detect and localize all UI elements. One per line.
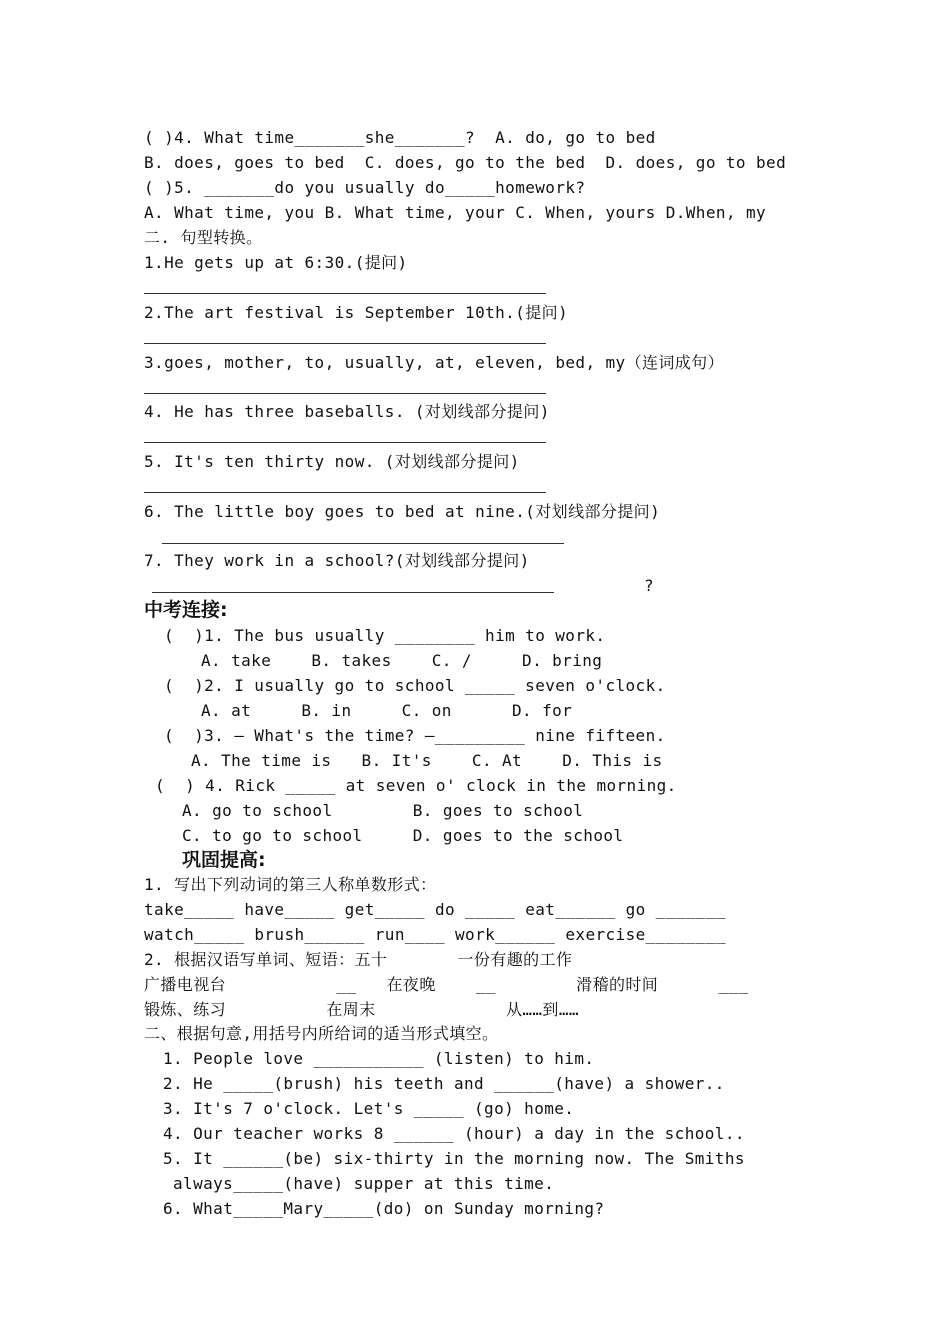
answer-line-4 [144,442,546,443]
choice-q5: ( )5. _______do you usually do_____homework? [144,178,586,197]
transform-item-7: 7. They work in a school?(对划线部分提问) [144,551,530,570]
consolidate-title: 巩固提高: [182,849,266,871]
task3-item-3: 3. It's 7 o'clock. Let's _____ (go) home. [163,1099,575,1118]
task3-item-2: 2. He _____(brush) his teeth and ______(have) a shower.. [163,1074,725,1093]
answer-line-3 [144,393,546,394]
task3-item-5-continued: always_____(have) supper at this time. [173,1174,555,1193]
transform-item-4: 4. He has three baseballs. (对划线部分提问) [144,402,550,421]
zhongkao-q4: ( ) 4. Rick _____ at seven o' clock in the morning. [155,776,677,795]
choice-q4-options: B. does, goes to bed C. does, go to the bed D. does, go to bed [144,153,787,172]
answer-line-7 [152,592,554,593]
choice-q4: ( )4. What time_______she_______? A. do, go to bed [144,128,656,147]
transform-item-5: 5. It's ten thirty now. (对划线部分提问) [144,452,520,471]
task3-instruction: 二、根据句意,用括号内所给词的适当形式填空。 [144,1024,499,1043]
task2-instruction: 2. 根据汉语写单词、短语：五十 一份有趣的工作 [144,950,573,969]
question-mark: ? [644,576,654,595]
zhongkao-q4-options-2: C. to go to school D. goes to the school [182,826,624,845]
answer-line-1 [144,293,546,294]
transform-item-2: 2.The art festival is September 10th.(提问) [144,303,569,322]
choice-q5-options: A. What time, you B. What time, your C. When, yours D.When, my [144,203,767,222]
task3-item-5: 5. It ______(be) six-thirty in the morning now. The Smiths [163,1149,745,1168]
transform-item-3: 3.goes, mother, to, usually, at, eleven, bed, my（连词成句） [144,353,724,372]
transform-item-1: 1.He gets up at 6:30.(提问) [144,253,408,272]
zhongkao-q2: ( )2. I usually go to school _____ seven o'clock. [164,676,666,695]
task3-item-4: 4. Our teacher works 8 ______ (hour) a day in the school.. [163,1124,745,1143]
transform-title: 二. 句型转换。 [144,228,263,247]
task1-row-1: take_____ have_____ get_____ do _____ eat______ go _______ [144,900,726,919]
task3-item-6: 6. What_____Mary_____(do) on Sunday morning? [163,1199,605,1218]
zhongkao-title: 中考连接: [144,599,228,621]
answer-line-5 [144,492,546,493]
task1-instruction: 1. 写出下列动词的第三人称单数形式： [144,875,437,894]
task2-row-2: 锻炼、练习 在周末 从……到…… [144,1000,579,1019]
zhongkao-q2-options: A. at B. in C. on D. for [201,701,573,720]
task3-item-1: 1. People love ___________ (listen) to him. [163,1049,595,1068]
zhongkao-q1-options: A. take B. takes C. / D. bring [201,651,603,670]
answer-line-2 [144,343,546,344]
answer-line-6 [162,543,564,544]
task1-row-2: watch_____ brush______ run____ work______ exercise________ [144,925,726,944]
zhongkao-q1: ( )1. The bus usually ________ him to work. [164,626,606,645]
task2-row-1: 广播电视台 __ 在夜晚 __ 滑稽的时间 ___ [144,975,749,994]
transform-item-6: 6. The little boy goes to bed at nine.(对划线部分提问) [144,502,661,521]
zhongkao-q4-options-1: A. go to school B. goes to school [182,801,584,820]
zhongkao-q3: ( )3. — What's the time? —_________ nine fifteen. [164,726,666,745]
zhongkao-q3-options: A. The time is B. It's C. At D. This is [191,751,663,770]
